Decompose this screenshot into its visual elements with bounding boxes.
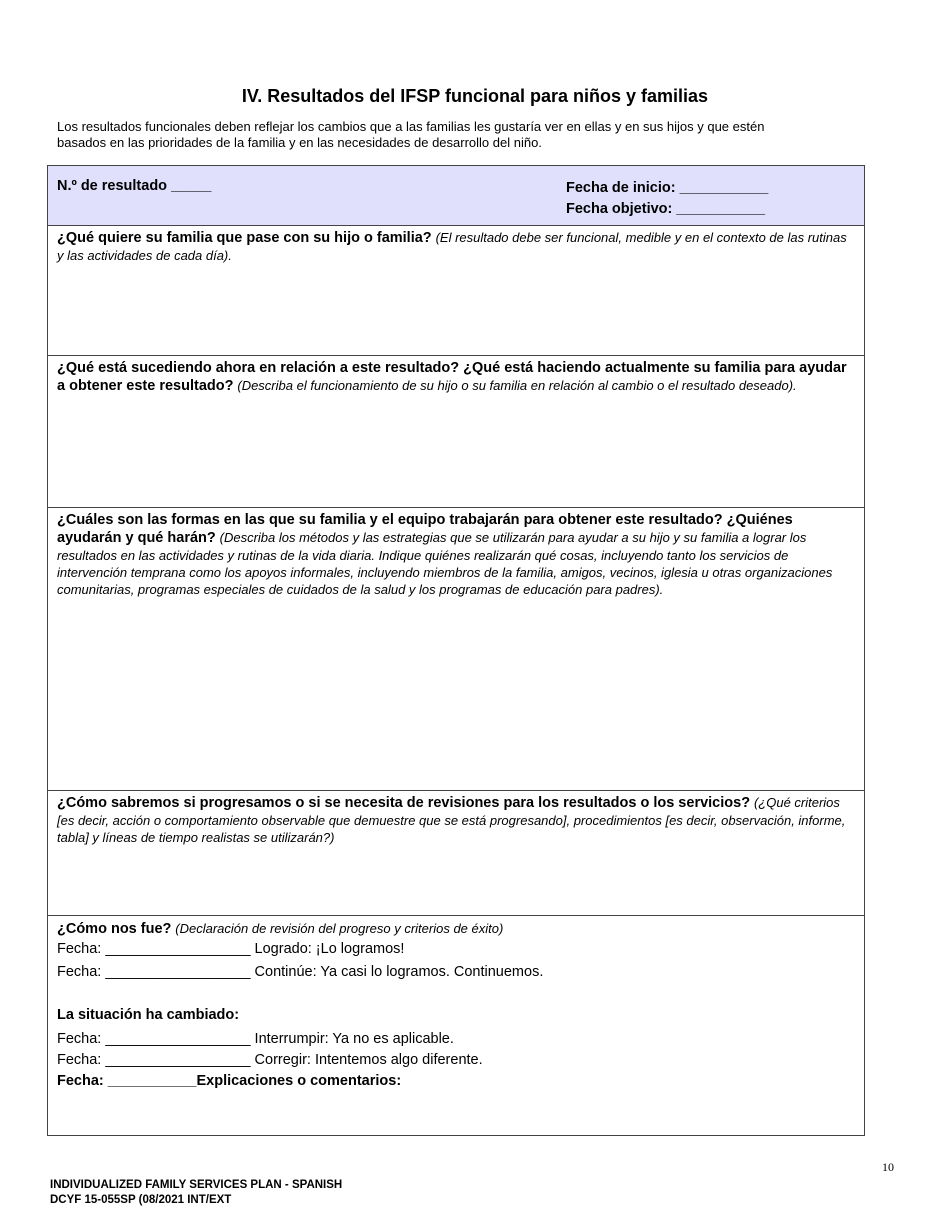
review-comments-line[interactable]: Fecha: ___________Explicaciones o comentarios: <box>57 1073 402 1089</box>
section-family-wish[interactable] <box>48 225 864 355</box>
section-question: ¿Cómo nos fue? <box>57 921 172 937</box>
outcome-number-field[interactable]: N.º de resultado _____ <box>57 178 212 194</box>
date-fields <box>566 178 768 220</box>
section-note: (Describa el funcionamiento de su hijo o su familia en relación al cambio o el resultado deseado). <box>237 378 797 393</box>
outcome-form <box>47 165 865 1136</box>
page-title: IV. Resultados del IFSP funcional para niños y familias <box>241 86 709 106</box>
section-progress-measure[interactable] <box>48 790 864 915</box>
footer-title: INDIVIDUALIZED FAMILY SERVICES PLAN - SPANISH <box>50 1179 343 1191</box>
review-correct-line[interactable]: Fecha: __________________ Corregir: Intentemos algo diferente. <box>57 1052 483 1068</box>
situation-changed-heading: La situación ha cambiado: <box>57 1007 240 1023</box>
start-date-field[interactable]: Fecha de inicio: ___________ <box>566 180 769 196</box>
section-question: ¿Cuáles son las formas en las que su familia y el equipo trabajarán para obtener este resultado? ¿Quiénes ayudarán y qué harán? <box>57 512 793 546</box>
target-date-field[interactable]: Fecha objetivo: ___________ <box>566 201 766 217</box>
review-achieved-line[interactable]: Fecha: __________________ Logrado: ¡Lo logramos! <box>57 941 405 957</box>
section-question: ¿Qué quiere su familia que pase con su hijo o familia? <box>57 230 432 246</box>
section-strategies[interactable] <box>48 507 864 790</box>
footer-form-id: DCYF 15-055SP (08/2021 INT/EXT <box>50 1194 232 1206</box>
form-footer <box>50 1178 342 1208</box>
intro-text: Los resultados funcionales deben reflejar los cambios que a las familias les gustaría ver en ellas y en sus hijos y que estén basados en las prioridades de la familia y en las necesidades de desarrollo del niño. <box>57 119 765 150</box>
section-current-status[interactable] <box>48 355 864 507</box>
section-question: ¿Qué está sucediendo ahora en relación a este resultado? ¿Qué está haciendo actualmente su familia para ayudar a obtener este resultado? <box>57 360 847 394</box>
form-header <box>48 166 864 225</box>
section-note: (¿Qué criterios [es decir, acción o comportamiento observable que demuestre que se está progresando], procedimientos [es decir, observación, informe, tabla] y líneas de tiempo realistas se utilizarán?) <box>57 795 846 845</box>
section-review <box>48 915 864 1135</box>
section-note: (El resultado debe ser funcional, medible y en el contexto de las rutinas y las actividades de cada día). <box>57 230 847 263</box>
section-question: ¿Cómo sabremos si progresamos o si se necesita de revisiones para los resultados o los servicios? <box>57 795 751 811</box>
review-heading <box>57 919 856 939</box>
page-number: 10 <box>882 1160 894 1174</box>
review-interrupt-line[interactable]: Fecha: __________________ Interrumpir: Ya no es aplicable. <box>57 1031 454 1047</box>
spacer <box>57 983 856 1005</box>
review-continue-line[interactable]: Fecha: __________________ Continúe: Ya casi lo logramos. Continuemos. <box>57 964 544 980</box>
section-note: (Describa los métodos y las estrategias que se utilizarán para ayudar a su hijo y su familia a lograr los resultados en las actividades y rutinas de la vida diaria. Indique quiénes realizarán qué cosas, incluyendo tanto los servicios de intervención temprana como los apoyos informales, incluyendo miembros de la familia, amigos, vecinos, iglesia u otras organizaciones comunitarias, programas especiales de cuidados de la salud y los programas de educación para padres). <box>57 530 833 597</box>
section-note: (Declaración de revisión del progreso y criterios de éxito) <box>175 921 504 936</box>
